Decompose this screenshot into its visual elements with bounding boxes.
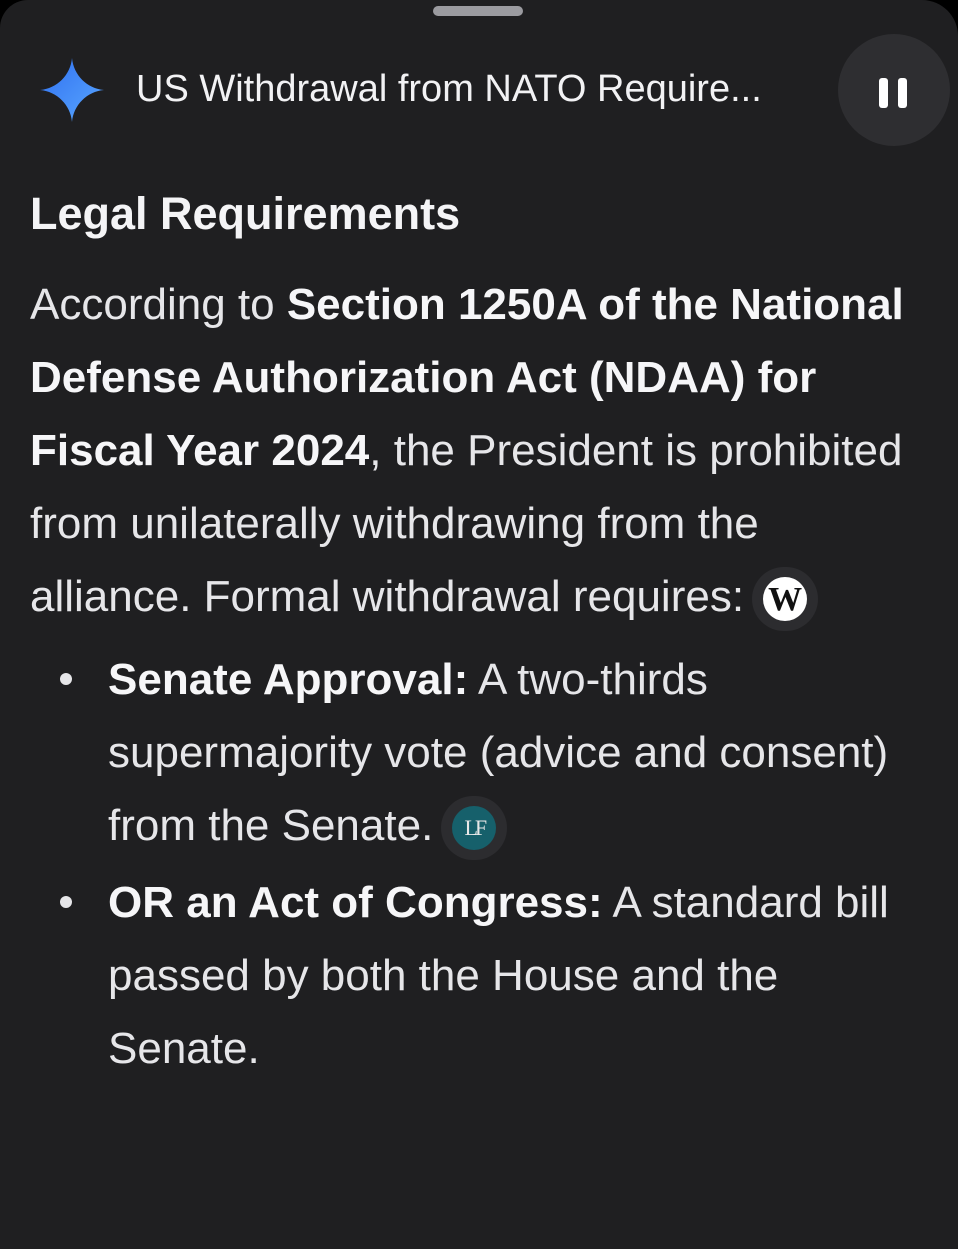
intro-text: According to [30,280,287,329]
pause-button[interactable] [838,34,950,146]
requirements-list [30,643,930,1085]
wikipedia-icon: W [763,577,807,621]
list-item [30,643,930,862]
intro-rest-text: , the President is prohibited from unilaterally withdrawing from the alliance. Formal withdrawal requires: [30,426,903,621]
list-item-text: A two-thirds supermajority vote (advice and consent) from the Senate. [108,655,889,850]
conversation-title[interactable]: US Withdrawal from NATO Require... [136,68,762,110]
gemini-spark-icon [40,58,104,122]
list-item-bold: Senate Approval: [108,655,469,704]
intro-bold-text: Section 1250A of the National Defense Authorization Act (NDAA) for Fiscal Year 2024 [30,280,904,475]
list-item-text: A standard bill passed by both the House and the Senate. [108,878,889,1073]
intro-paragraph [30,268,930,633]
drag-handle[interactable] [433,6,523,16]
pause-icon-bar [898,78,907,108]
list-item-bold: OR an Act of Congress: [108,878,603,927]
pause-icon [879,78,888,108]
list-item [30,866,930,1085]
section-heading: Legal Requirements [30,188,461,239]
header [0,30,958,148]
wikipedia-citation-chip[interactable] [752,567,818,631]
response-content [30,186,930,1089]
bullet-icon [60,896,72,908]
lf-source-icon: LF [452,806,496,850]
bullet-icon [60,673,72,685]
lf-citation-chip[interactable] [441,796,507,860]
